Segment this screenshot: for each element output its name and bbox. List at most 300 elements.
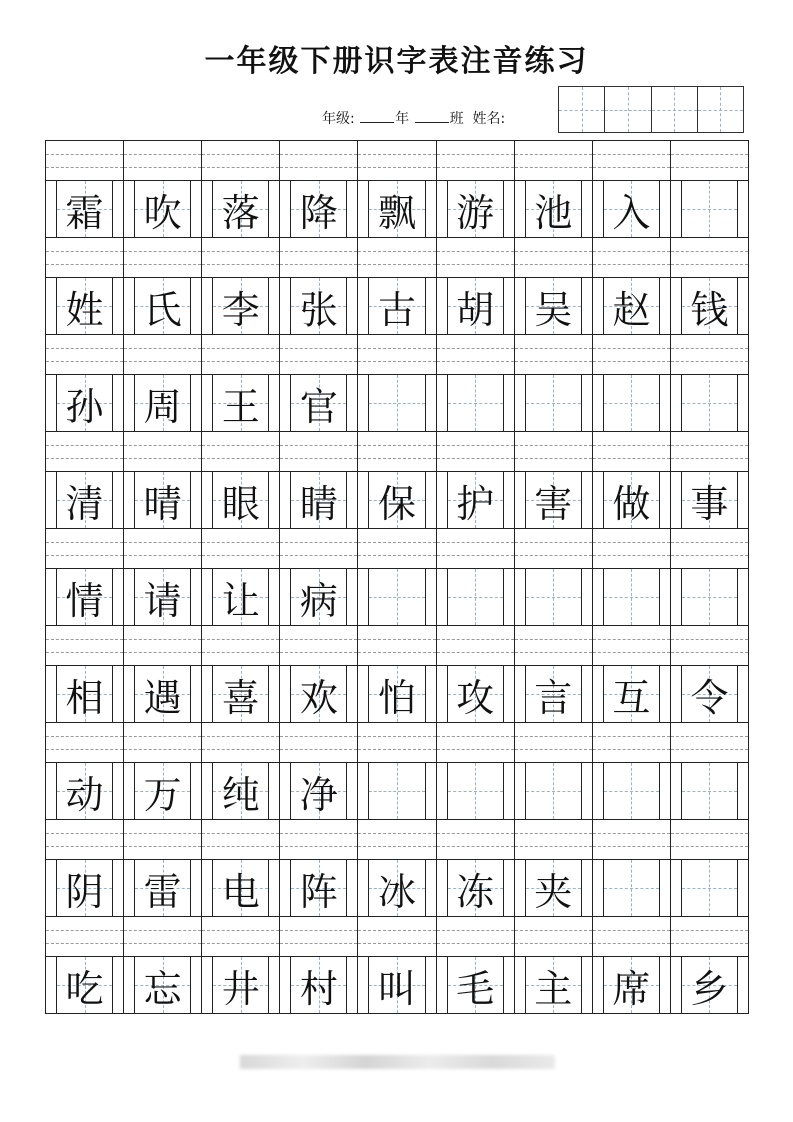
tianzige-box xyxy=(368,278,425,334)
practice-character: 害 xyxy=(534,481,573,526)
character-cell xyxy=(202,375,280,431)
practice-character xyxy=(682,181,737,237)
character-cell xyxy=(593,860,671,916)
character-cell xyxy=(671,763,748,819)
tianzige-box xyxy=(368,860,425,916)
practice-row xyxy=(46,237,748,334)
pinyin-cell[interactable] xyxy=(358,820,436,859)
character-cell xyxy=(671,569,748,625)
character-cell xyxy=(280,375,358,431)
pinyin-cell[interactable] xyxy=(280,917,358,956)
tianzige-box xyxy=(368,472,425,528)
tianzige-box xyxy=(212,375,269,431)
tianzige-box xyxy=(603,278,660,334)
pinyin-cell[interactable] xyxy=(593,626,671,665)
pinyin-cell[interactable] xyxy=(515,432,593,471)
pinyin-row xyxy=(46,722,748,762)
practice-character xyxy=(448,763,503,819)
pinyin-cell[interactable] xyxy=(202,626,280,665)
character-cell xyxy=(515,957,593,1013)
practice-character: 毛 xyxy=(456,966,495,1011)
practice-character xyxy=(604,569,659,625)
practice-character: 夹 xyxy=(534,869,573,914)
pinyin-cell[interactable] xyxy=(46,820,124,859)
tianzige-box xyxy=(681,472,738,528)
pinyin-cell[interactable] xyxy=(437,917,515,956)
pinyin-row xyxy=(46,140,748,180)
pinyin-cell[interactable] xyxy=(358,238,436,277)
practice-row xyxy=(46,528,748,625)
pinyin-cell[interactable] xyxy=(124,917,202,956)
pinyin-cell[interactable] xyxy=(202,723,280,762)
practice-character: 情 xyxy=(65,578,104,623)
tianzige-box xyxy=(290,763,347,819)
pinyin-cell[interactable] xyxy=(124,238,202,277)
pinyin-cell[interactable] xyxy=(124,529,202,568)
pinyin-cell[interactable] xyxy=(671,626,748,665)
character-cell xyxy=(280,569,358,625)
character-cell xyxy=(671,181,748,237)
pinyin-cell[interactable] xyxy=(515,238,593,277)
character-cell xyxy=(593,278,671,334)
practice-character: 万 xyxy=(143,772,182,817)
character-cell xyxy=(124,181,202,237)
character-cell xyxy=(593,957,671,1013)
character-cell xyxy=(280,181,358,237)
practice-character xyxy=(682,375,737,431)
character-cell xyxy=(671,957,748,1013)
practice-grid xyxy=(45,140,749,1014)
character-row xyxy=(46,859,748,916)
character-cell xyxy=(124,278,202,334)
tianzige-box xyxy=(134,860,191,916)
practice-character: 乡 xyxy=(690,966,729,1011)
character-cell xyxy=(358,181,436,237)
practice-character xyxy=(682,860,737,916)
practice-character: 纯 xyxy=(221,772,260,817)
character-cell xyxy=(46,569,124,625)
practice-character: 保 xyxy=(377,481,416,526)
tianzige-box xyxy=(290,278,347,334)
pinyin-cell[interactable] xyxy=(202,917,280,956)
name-cell[interactable] xyxy=(559,87,605,132)
pinyin-cell[interactable] xyxy=(593,335,671,374)
pinyin-cell[interactable] xyxy=(515,723,593,762)
pinyin-cell[interactable] xyxy=(671,820,748,859)
tianzige-box xyxy=(134,957,191,1013)
character-cell xyxy=(515,763,593,819)
character-row xyxy=(46,180,748,237)
practice-character: 晴 xyxy=(143,481,182,526)
name-cell[interactable] xyxy=(698,87,743,132)
pinyin-cell[interactable] xyxy=(46,723,124,762)
tianzige-box xyxy=(212,763,269,819)
tianzige-box xyxy=(447,181,504,237)
pinyin-cell[interactable] xyxy=(515,335,593,374)
pinyin-cell[interactable] xyxy=(124,626,202,665)
pinyin-cell[interactable] xyxy=(124,141,202,180)
pinyin-cell[interactable] xyxy=(124,335,202,374)
practice-character: 攻 xyxy=(456,675,495,720)
practice-character: 钱 xyxy=(690,287,729,332)
practice-character: 互 xyxy=(612,675,651,720)
practice-character: 相 xyxy=(65,675,104,720)
character-cell xyxy=(46,957,124,1013)
character-cell xyxy=(671,472,748,528)
tianzige-box xyxy=(603,860,660,916)
tianzige-box xyxy=(447,860,504,916)
character-cell xyxy=(46,375,124,431)
tianzige-box xyxy=(134,569,191,625)
character-cell xyxy=(124,860,202,916)
tianzige-box xyxy=(447,569,504,625)
tianzige-box xyxy=(290,375,347,431)
tianzige-box xyxy=(681,860,738,916)
tianzige-box xyxy=(681,763,738,819)
pinyin-cell[interactable] xyxy=(358,529,436,568)
character-cell xyxy=(593,666,671,722)
practice-character xyxy=(369,763,424,819)
pinyin-cell[interactable] xyxy=(671,432,748,471)
practice-character: 遇 xyxy=(143,675,182,720)
tianzige-box xyxy=(681,666,738,722)
pinyin-cell[interactable] xyxy=(358,141,436,180)
pinyin-cell[interactable] xyxy=(671,335,748,374)
practice-character xyxy=(682,569,737,625)
tianzige-box xyxy=(134,181,191,237)
practice-character: 官 xyxy=(299,384,338,429)
pinyin-row xyxy=(46,237,748,277)
character-cell xyxy=(358,860,436,916)
practice-character: 孙 xyxy=(65,384,104,429)
tianzige-box xyxy=(56,375,113,431)
pinyin-cell[interactable] xyxy=(358,335,436,374)
pinyin-cell[interactable] xyxy=(593,917,671,956)
tianzige-box xyxy=(603,666,660,722)
practice-character: 护 xyxy=(456,481,495,526)
practice-character: 忘 xyxy=(143,966,182,1011)
character-cell xyxy=(46,666,124,722)
character-cell xyxy=(437,472,515,528)
character-cell xyxy=(124,666,202,722)
pinyin-cell[interactable] xyxy=(124,820,202,859)
pinyin-cell[interactable] xyxy=(437,626,515,665)
pinyin-cell[interactable] xyxy=(202,238,280,277)
pinyin-cell[interactable] xyxy=(671,917,748,956)
practice-character: 吃 xyxy=(65,966,104,1011)
practice-character xyxy=(682,763,737,819)
character-cell xyxy=(437,860,515,916)
character-cell xyxy=(202,763,280,819)
tianzige-box xyxy=(603,763,660,819)
name-cell[interactable] xyxy=(605,87,651,132)
practice-character: 电 xyxy=(221,869,260,914)
pinyin-cell[interactable] xyxy=(124,432,202,471)
tianzige-box xyxy=(525,278,582,334)
practice-character: 王 xyxy=(221,384,260,429)
character-cell xyxy=(515,569,593,625)
tianzige-box xyxy=(681,375,738,431)
practice-character xyxy=(604,375,659,431)
practice-character: 李 xyxy=(221,287,260,332)
practice-character: 做 xyxy=(612,481,651,526)
practice-character xyxy=(369,375,424,431)
practice-character xyxy=(526,569,581,625)
practice-character: 病 xyxy=(299,578,338,623)
tianzige-box xyxy=(525,375,582,431)
pinyin-cell[interactable] xyxy=(280,238,358,277)
tianzige-box xyxy=(525,569,582,625)
practice-character: 雷 xyxy=(143,869,182,914)
pinyin-cell[interactable] xyxy=(280,723,358,762)
character-cell xyxy=(593,472,671,528)
pinyin-cell[interactable] xyxy=(46,529,124,568)
tianzige-box xyxy=(681,957,738,1013)
character-cell xyxy=(358,569,436,625)
character-cell xyxy=(437,763,515,819)
pinyin-row xyxy=(46,625,748,665)
practice-character: 睛 xyxy=(299,481,338,526)
tianzige-box xyxy=(525,181,582,237)
pinyin-cell[interactable] xyxy=(202,141,280,180)
practice-character: 喜 xyxy=(221,675,260,720)
character-row xyxy=(46,956,748,1013)
tianzige-box xyxy=(290,957,347,1013)
practice-character: 怕 xyxy=(377,675,416,720)
tianzige-box xyxy=(290,860,347,916)
pinyin-cell[interactable] xyxy=(437,141,515,180)
pinyin-cell[interactable] xyxy=(593,141,671,180)
character-cell xyxy=(202,181,280,237)
character-row xyxy=(46,665,748,722)
pinyin-cell[interactable] xyxy=(46,238,124,277)
character-cell xyxy=(358,278,436,334)
practice-character: 眼 xyxy=(221,481,260,526)
character-cell xyxy=(515,181,593,237)
practice-character xyxy=(526,763,581,819)
tianzige-box xyxy=(447,957,504,1013)
page-title: 一年级下册识字表注音练习 xyxy=(204,44,589,79)
pinyin-cell[interactable] xyxy=(593,432,671,471)
name-cell[interactable] xyxy=(652,87,698,132)
character-cell xyxy=(202,569,280,625)
tianzige-box xyxy=(525,763,582,819)
pinyin-cell[interactable] xyxy=(358,432,436,471)
practice-character: 村 xyxy=(299,966,338,1011)
pinyin-cell[interactable] xyxy=(202,820,280,859)
pinyin-cell[interactable] xyxy=(437,238,515,277)
pinyin-cell[interactable] xyxy=(280,432,358,471)
pinyin-cell[interactable] xyxy=(46,141,124,180)
pinyin-cell[interactable] xyxy=(671,723,748,762)
tianzige-box xyxy=(134,472,191,528)
character-cell xyxy=(202,860,280,916)
practice-row xyxy=(46,916,748,1013)
pinyin-cell[interactable] xyxy=(280,626,358,665)
tianzige-box xyxy=(368,763,425,819)
practice-character: 胡 xyxy=(456,287,495,332)
character-cell xyxy=(437,666,515,722)
practice-character xyxy=(604,860,659,916)
character-cell xyxy=(671,278,748,334)
tianzige-box xyxy=(603,181,660,237)
pinyin-cell[interactable] xyxy=(280,820,358,859)
pinyin-cell[interactable] xyxy=(593,238,671,277)
class-suffix: 班 xyxy=(449,111,464,127)
tianzige-box xyxy=(447,472,504,528)
grade-blank[interactable] xyxy=(360,110,394,123)
practice-character: 净 xyxy=(299,772,338,817)
practice-character: 席 xyxy=(612,966,651,1011)
blurred-watermark xyxy=(240,1055,555,1069)
character-cell xyxy=(46,181,124,237)
character-cell xyxy=(593,375,671,431)
pinyin-cell[interactable] xyxy=(593,723,671,762)
grade-label: 年级: xyxy=(322,111,355,127)
character-cell xyxy=(437,278,515,334)
character-cell xyxy=(46,763,124,819)
pinyin-cell[interactable] xyxy=(358,917,436,956)
practice-character: 吹 xyxy=(143,190,182,235)
pinyin-cell[interactable] xyxy=(437,723,515,762)
tianzige-box xyxy=(56,278,113,334)
pinyin-cell[interactable] xyxy=(46,335,124,374)
pinyin-cell[interactable] xyxy=(515,820,593,859)
tianzige-box xyxy=(212,472,269,528)
practice-character: 赵 xyxy=(612,287,651,332)
pinyin-cell[interactable] xyxy=(515,917,593,956)
practice-character: 欢 xyxy=(299,675,338,720)
character-cell xyxy=(358,763,436,819)
pinyin-cell[interactable] xyxy=(671,238,748,277)
practice-character xyxy=(604,763,659,819)
pinyin-row xyxy=(46,334,748,374)
practice-character: 令 xyxy=(690,675,729,720)
character-cell xyxy=(671,375,748,431)
practice-character: 动 xyxy=(65,772,104,817)
pinyin-cell[interactable] xyxy=(671,529,748,568)
practice-character: 氏 xyxy=(143,287,182,332)
tianzige-box xyxy=(212,278,269,334)
character-row xyxy=(46,277,748,334)
practice-character: 主 xyxy=(534,966,573,1011)
pinyin-cell[interactable] xyxy=(280,529,358,568)
pinyin-row xyxy=(46,916,748,956)
practice-character: 周 xyxy=(143,384,182,429)
practice-character: 飘 xyxy=(377,190,416,235)
tianzige-box xyxy=(212,957,269,1013)
character-cell xyxy=(437,375,515,431)
tianzige-box xyxy=(56,181,113,237)
tianzige-box xyxy=(447,278,504,334)
pinyin-row xyxy=(46,431,748,471)
character-cell xyxy=(124,569,202,625)
character-cell xyxy=(358,375,436,431)
pinyin-cell[interactable] xyxy=(437,335,515,374)
tianzige-box xyxy=(603,472,660,528)
tianzige-box xyxy=(525,957,582,1013)
character-cell xyxy=(202,666,280,722)
pinyin-cell[interactable] xyxy=(124,723,202,762)
pinyin-cell[interactable] xyxy=(437,820,515,859)
tianzige-box xyxy=(681,569,738,625)
practice-row xyxy=(46,625,748,722)
tianzige-box xyxy=(290,472,347,528)
tianzige-box xyxy=(56,957,113,1013)
pinyin-cell[interactable] xyxy=(202,432,280,471)
practice-character: 事 xyxy=(690,481,729,526)
pinyin-cell[interactable] xyxy=(202,335,280,374)
character-row xyxy=(46,374,748,431)
practice-character: 阵 xyxy=(299,869,338,914)
tianzige-box xyxy=(525,472,582,528)
character-cell xyxy=(46,472,124,528)
pinyin-cell[interactable] xyxy=(437,529,515,568)
character-cell xyxy=(358,666,436,722)
name-label: 姓名: xyxy=(472,111,506,127)
tianzige-box xyxy=(56,763,113,819)
character-cell xyxy=(358,472,436,528)
tianzige-box xyxy=(447,666,504,722)
practice-character: 阴 xyxy=(65,869,104,914)
pinyin-cell[interactable] xyxy=(358,723,436,762)
practice-character: 请 xyxy=(143,578,182,623)
tianzige-box xyxy=(212,181,269,237)
character-cell xyxy=(280,957,358,1013)
pinyin-cell[interactable] xyxy=(358,626,436,665)
tianzige-box xyxy=(603,375,660,431)
pinyin-cell[interactable] xyxy=(515,626,593,665)
tianzige-box xyxy=(56,860,113,916)
practice-character: 井 xyxy=(221,966,260,1011)
pinyin-cell[interactable] xyxy=(593,820,671,859)
pinyin-cell[interactable] xyxy=(593,529,671,568)
practice-character: 古 xyxy=(377,287,416,332)
character-cell xyxy=(515,666,593,722)
character-cell xyxy=(280,860,358,916)
pinyin-cell[interactable] xyxy=(46,432,124,471)
pinyin-cell[interactable] xyxy=(280,141,358,180)
pinyin-cell[interactable] xyxy=(437,432,515,471)
character-cell xyxy=(671,860,748,916)
pinyin-cell[interactable] xyxy=(202,529,280,568)
student-info-line xyxy=(322,108,505,128)
practice-character: 吴 xyxy=(534,287,573,332)
practice-character xyxy=(526,375,581,431)
character-cell xyxy=(671,666,748,722)
pinyin-cell[interactable] xyxy=(46,626,124,665)
name-writing-box[interactable] xyxy=(558,86,744,133)
pinyin-cell[interactable] xyxy=(280,335,358,374)
character-cell xyxy=(593,763,671,819)
practice-character: 池 xyxy=(534,190,573,235)
practice-character: 叫 xyxy=(377,966,416,1011)
character-cell xyxy=(124,957,202,1013)
pinyin-cell[interactable] xyxy=(515,529,593,568)
pinyin-cell[interactable] xyxy=(46,917,124,956)
class-blank[interactable] xyxy=(415,110,449,123)
character-cell xyxy=(358,957,436,1013)
pinyin-cell[interactable] xyxy=(671,141,748,180)
pinyin-cell[interactable] xyxy=(515,141,593,180)
practice-row xyxy=(46,334,748,431)
character-cell xyxy=(437,569,515,625)
character-cell xyxy=(46,860,124,916)
practice-character: 言 xyxy=(534,675,573,720)
practice-row xyxy=(46,722,748,819)
practice-character: 张 xyxy=(299,287,338,332)
character-cell xyxy=(124,472,202,528)
